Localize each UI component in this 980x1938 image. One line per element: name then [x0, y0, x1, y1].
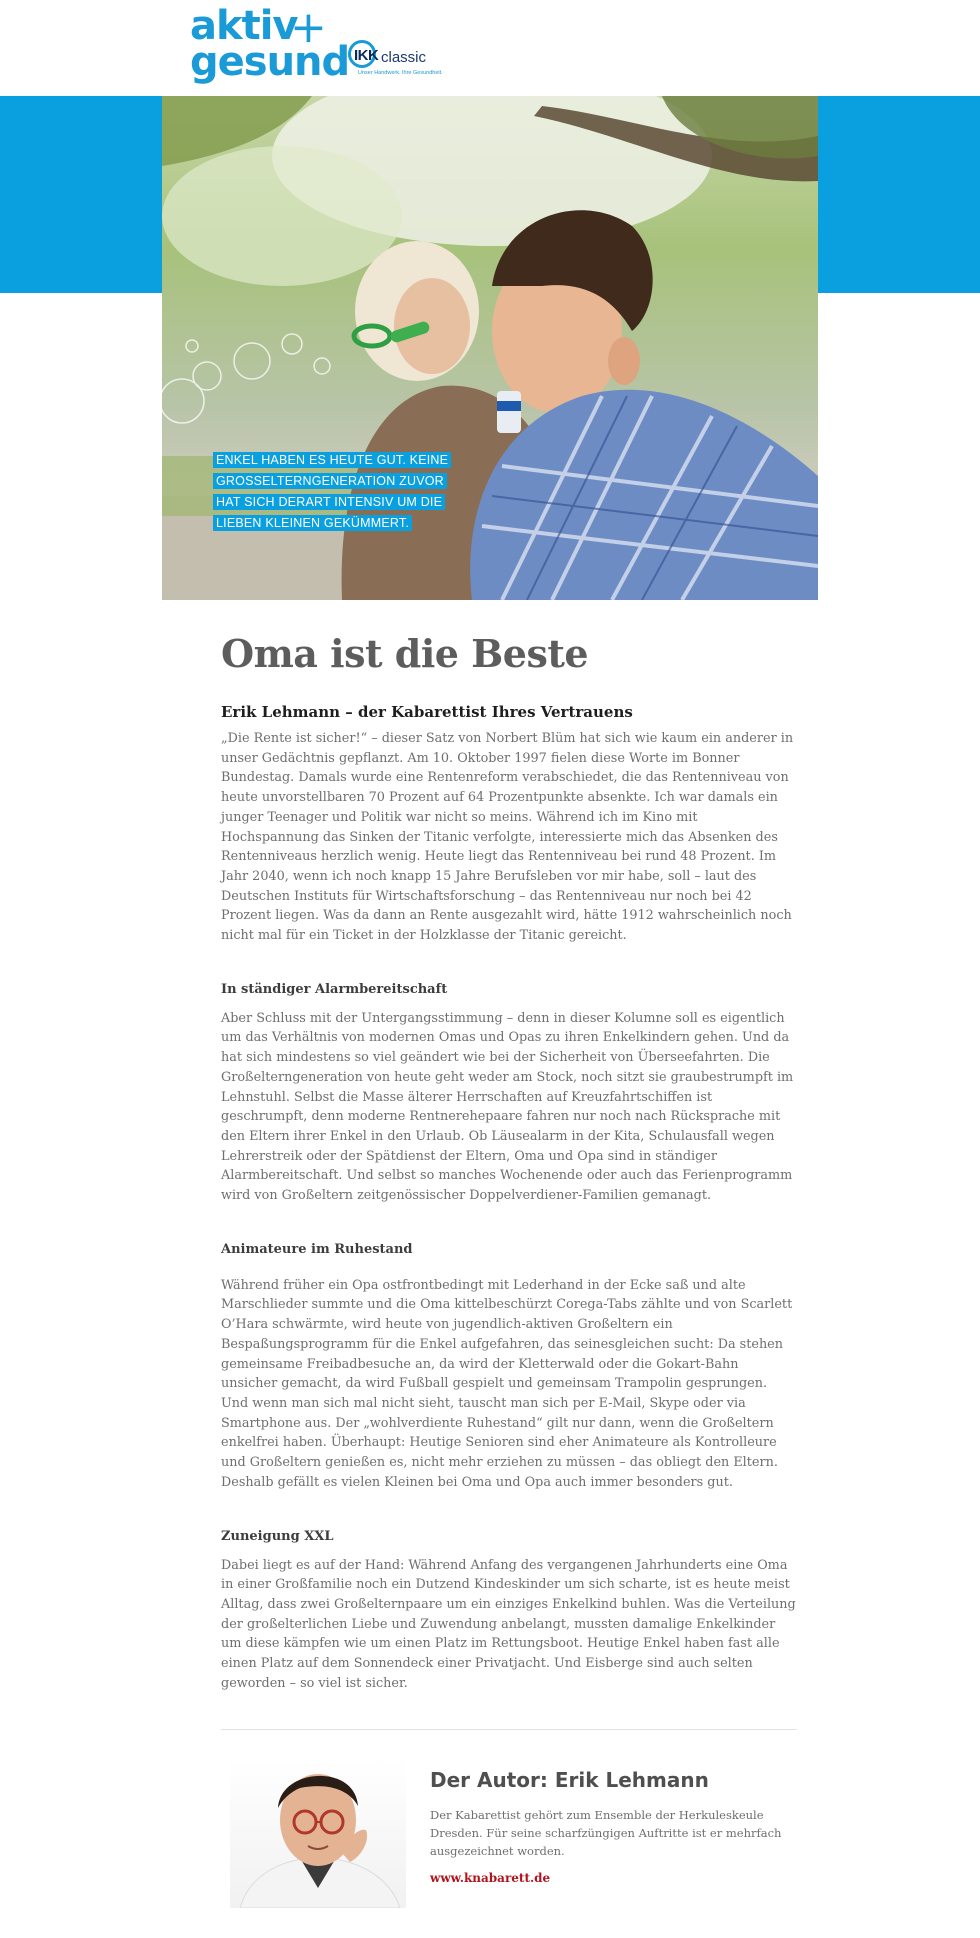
author-bio: Der Kabarettist gehört zum Ensemble der Herkuleskeule Dresden. Für seine scharfzüngigen Auftritte ist er mehrfach ausgezeichnet worden.	[430, 1808, 782, 1858]
article	[221, 627, 797, 1730]
ikk-mark-text: IKK	[354, 47, 379, 64]
ikk-word: classic	[381, 49, 427, 66]
article-intro: „Die Rente ist sicher!“ – dieser Satz von Norbert Blüm hat sich wie kaum ein anderer in unser Gedächtnis gepflanzt. Am 10. Oktober 1997 fielen diese Worte im Bonner Bundestag. Damals wurde eine Rentenreform verabschiedet, die das Rentenniveau von heute unvorstellbaren 70 Prozent auf 64 Prozentpunkte absenkte. Ich war damals ein junger Teenager und Politik war nicht so meins. Während ich im Kino mit Hochspannung das Sinken der Titanic verfolgte, interessierte mich das Absenken des Rentenniveaus herzlich wenig. Heute liegt das Rentenniveau bei rund 48 Prozent. Im Jahr 2040, wenn ich noch knapp 15 Jahre Berufsleben vor mir habe, soll – laut des Deutschen Instituts für Wirtschaftsforschung – das Rentenniveau nur noch bei 42 Prozent liegen. Was da dann an Rente ausgezahlt wird, hätte 1912 wahrscheinlich noch nicht mal für ein Ticket in der Holzklasse der Titanic gereicht.	[221, 731, 794, 944]
section-heading-zuneigung: Zuneigung XXL	[221, 1528, 334, 1544]
section-heading-alarm: In ständiger Alarmbereitschaft	[221, 981, 448, 997]
site-header	[0, 0, 980, 96]
section-text-alarm: Aber Schluss mit der Untergangsstimmung – denn in dieser Kolumne soll es eigentlich um das Verhältnis von modernen Omas und Opas zu ihren Enkelkindern gehen. Und da hat sich mindestens so viel geändert wie bei der Sicherheit von Überseefahrten. Die Großelterngeneration von heute geht weder am Stock, noch sitzt sie graubestrumpft im Lehnstuhl. Selbst die Masse älterer Herrschaften auf Kreuzfahrtschiffen ist geschrumpft, denn moderne Rentnerehepaare fahren nur noch nach Rücksprache mit den Eltern ihrer Enkel in den Urlaub. Ob Läusealarm in der Kita, Schulausfall wegen Lehrerstreik oder der Spätdienst der Eltern, Oma und Opa sind in ständiger Alarmbereitschaft. Und selbst so manches Wochenende oder auch das Ferienprogramm wird von Großeltern zeitgenössischer Doppelverdiener-Familien gemanagt.	[221, 1010, 794, 1204]
logo-line-1: aktiv	[190, 3, 298, 49]
aktiv-gesund-logo[interactable]	[190, 2, 350, 85]
logo-line-2: gesund	[190, 39, 350, 85]
article-title: Oma ist die Beste	[221, 631, 589, 676]
section-heading-animateure: Animateure im Ruhestand	[221, 1241, 413, 1257]
author-name: Der Autor: Erik Lehmann	[430, 1768, 709, 1792]
author-portrait	[230, 1758, 406, 1908]
author-website-link[interactable]: www.knabarett.de	[430, 1871, 551, 1885]
section-text-zuneigung: Dabei liegt es auf der Hand: Während Anfang des vergangenen Jahrhunderts eine Oma in einer Großfamilie noch ein Dutzend Kindeskinder um sich scharte, ist es heute meist Alltag, dass zwei Großelternpaare um ein einziges Enkelkind buhlen. Was die Verteilung der großelterlichen Liebe und Zuwendung anbelangt, mussten damalige Enkelkinder um diese kämpfen wie um einen Platz im Rettungsboot. Heutige Enkel haben fast alle einen Platz auf dem Sonnendeck einer Privatjacht. Und Eisberge sind auch selten geworden – so viel ist sicher.	[221, 1557, 796, 1691]
author-box	[230, 1750, 810, 1910]
ikk-classic-logo[interactable]	[348, 40, 458, 80]
author-photo	[230, 1758, 406, 1908]
divider	[221, 1729, 797, 1730]
logo-plus: +	[290, 2, 326, 53]
article-subtitle: Erik Lehmann – der Kabarettist Ihres Vertrauens	[221, 703, 633, 721]
ikk-tagline: Unser Handwerk. Ihre Gesundheit.	[358, 70, 443, 76]
section-text-animateure: Während früher ein Opa ostfrontbedingt mit Lederhand in der Ecke saß und alte Marschlieder summte und die Oma kittelbeschürzt Corega-Tabs zählte und von Scarlett O’Hara schwärmte, wird heute von jugendlich-aktiven Großeltern ein Bespaßungsprogramm für die Enkel aufgefahren, das seinesgleichen sucht: Da stehen gemeinsame Freibadbesuche an, da wird der Kletterwald oder die Gokart-Bahn unsicher gemacht, da wird Fußball gespielt und gemeinsam Trampolin gesprungen. Und wenn man sich mal nicht sieht, tauscht man sich per E-Mail, Skype oder via Smartphone aus. Der „wohlverdiente Ruhestand“ gilt nur dann, wenn die Großeltern enkelfrei haben. Überhaupt: Heutige Senioren sind eher Animateure als Kontrolleure und Großeltern genießen es, nicht mehr erziehen zu müssen – das obliegt den Eltern. Deshalb gefällt es vielen Kleinen bei Oma und Opa auch immer besonders gut.	[221, 1277, 793, 1490]
hero-caption-text: ENKEL HABEN ES HEUTE GUT. KEINE GROSSELTERNGENERATION ZUVOR HAT SICH DERART INTENSIV UM DIE LIEBEN KLEINEN GEKÜMMERT.	[213, 452, 451, 531]
hero-caption	[213, 450, 461, 534]
